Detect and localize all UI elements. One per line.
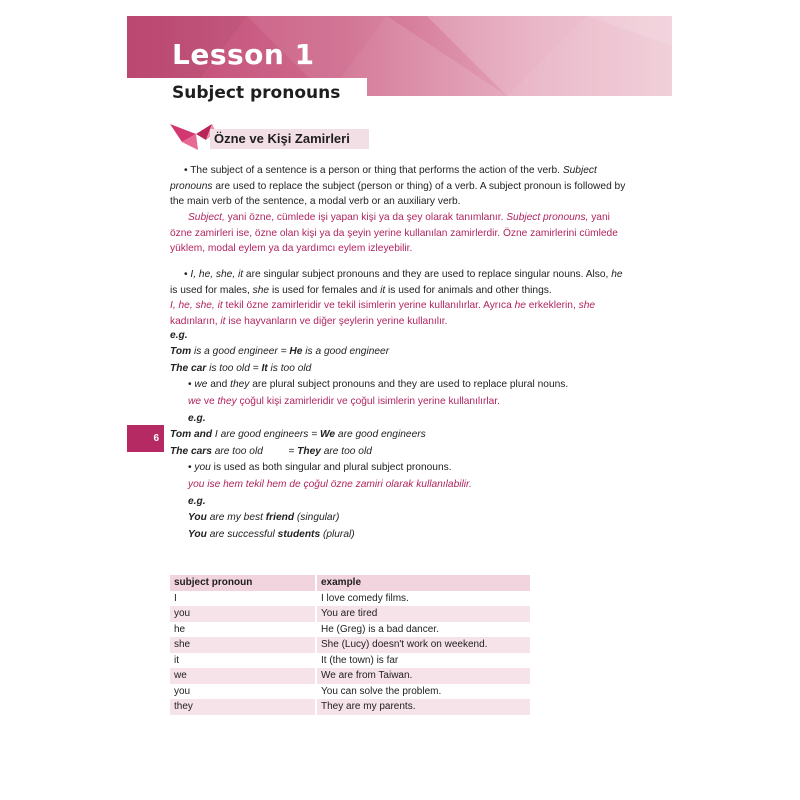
lesson-subtitle: Subject pronouns <box>172 83 341 103</box>
eg-label-1: e.g. <box>170 330 188 341</box>
example-1: Tom is a good engineer = He is a good engineer <box>170 346 390 357</box>
table-cell-pronoun: he <box>170 622 316 638</box>
table-row <box>170 699 530 715</box>
table-cell-example: She (Lucy) doesn't work on weekend. <box>316 637 530 653</box>
paragraph-2-turkish: I, he, she, it tekil özne zamirleridir ve tekil isimlerin yerine kullanılırlar. Ayrıca he erkeklerin, she kadınların, it ise hayvanların ve diğer şeylerin yerine kullanılır. <box>170 300 596 327</box>
table-cell-pronoun: you <box>170 606 316 622</box>
eg-label-2: e.g. <box>188 413 206 424</box>
table-header-row <box>170 575 530 591</box>
table-row <box>170 684 530 700</box>
paragraph-1-english: • The subject of a sentence is a person or thing that performs the action of the verb. Subject pronouns are used to replace the subject (person or thing) of a verb. A subject pronoun is followed by the main verb of the sentence, a modal verb or an auxiliary verb. <box>170 165 626 207</box>
table-cell-pronoun: you <box>170 684 316 700</box>
table-row <box>170 606 530 622</box>
page-number-tab <box>127 425 164 452</box>
table-cell-pronoun: I <box>170 591 316 607</box>
example-5: You are my best friend (singular) <box>188 512 340 523</box>
table-cell-pronoun: they <box>170 699 316 715</box>
paragraph-3-english: • we and they are plural subject pronouns and they are used to replace plural nouns. <box>188 379 569 390</box>
paragraph-4-english: • you is used as both singular and plural subject pronouns. <box>188 462 452 473</box>
table-cell-example: We are from Taiwan. <box>316 668 530 684</box>
table-row <box>170 591 530 607</box>
paragraph-1-turkish: Subject, yani özne, cümlede işi yapan kişi ya da şey olarak tanımlanır. Subject pronouns, yani özne zamirleri ise, özne olan kişi ya da şeyin yerine kullanılan zamirlerdir. Özne zamirlerini cümlede yüklem, modal eylem ya da yardımcı eylem izleyebilir. <box>170 212 618 254</box>
table-row <box>170 653 530 669</box>
paragraph-4-turkish: you ise hem tekil hem de çoğul özne zamiri olarak kullanılabilir. <box>188 479 472 490</box>
paragraph-2-english: • I, he, she, it are singular subject pronouns and they are used to replace singular nouns. Also, he is used for males, she is used for females and it is used for animals and other things. <box>170 269 623 296</box>
table-cell-example: They are my parents. <box>316 699 530 715</box>
lesson-title: Lesson 1 <box>172 38 315 71</box>
eg-label-3: e.g. <box>188 496 206 507</box>
table-cell-pronoun: she <box>170 637 316 653</box>
table-row <box>170 668 530 684</box>
table-cell-example: I love comedy films. <box>321 592 409 604</box>
table-cell-example: It (the town) is far <box>321 654 399 666</box>
example-2: The car is too old = It is too old <box>170 363 312 374</box>
table-cell-pronoun: we <box>170 668 316 684</box>
table-header-example: example <box>316 575 530 591</box>
table-cell-example: You are tired <box>316 606 530 622</box>
table-row <box>170 622 530 638</box>
table-cell-pronoun: it <box>170 653 316 669</box>
page-number: 6 <box>153 433 159 444</box>
subject-pronoun-table <box>170 575 530 715</box>
table-header-pronoun: subject pronoun <box>170 575 316 591</box>
example-4: The cars are too old = They are too old <box>170 446 372 457</box>
example-3: Tom and I are good engineers = We are good engineers <box>170 429 426 440</box>
table-row <box>170 637 530 653</box>
example-6: You are successful students (plural) <box>188 529 355 540</box>
section-heading: Özne ve Kişi Zamirleri <box>210 129 369 149</box>
table-cell-example: He (Greg) is a bad dancer. <box>321 623 439 635</box>
paragraph-3-turkish: we ve they çoğul kişi zamirleridir ve çoğul isimlerin yerine kullanılırlar. <box>188 396 500 407</box>
table-cell-example: You can solve the problem. <box>321 685 442 697</box>
